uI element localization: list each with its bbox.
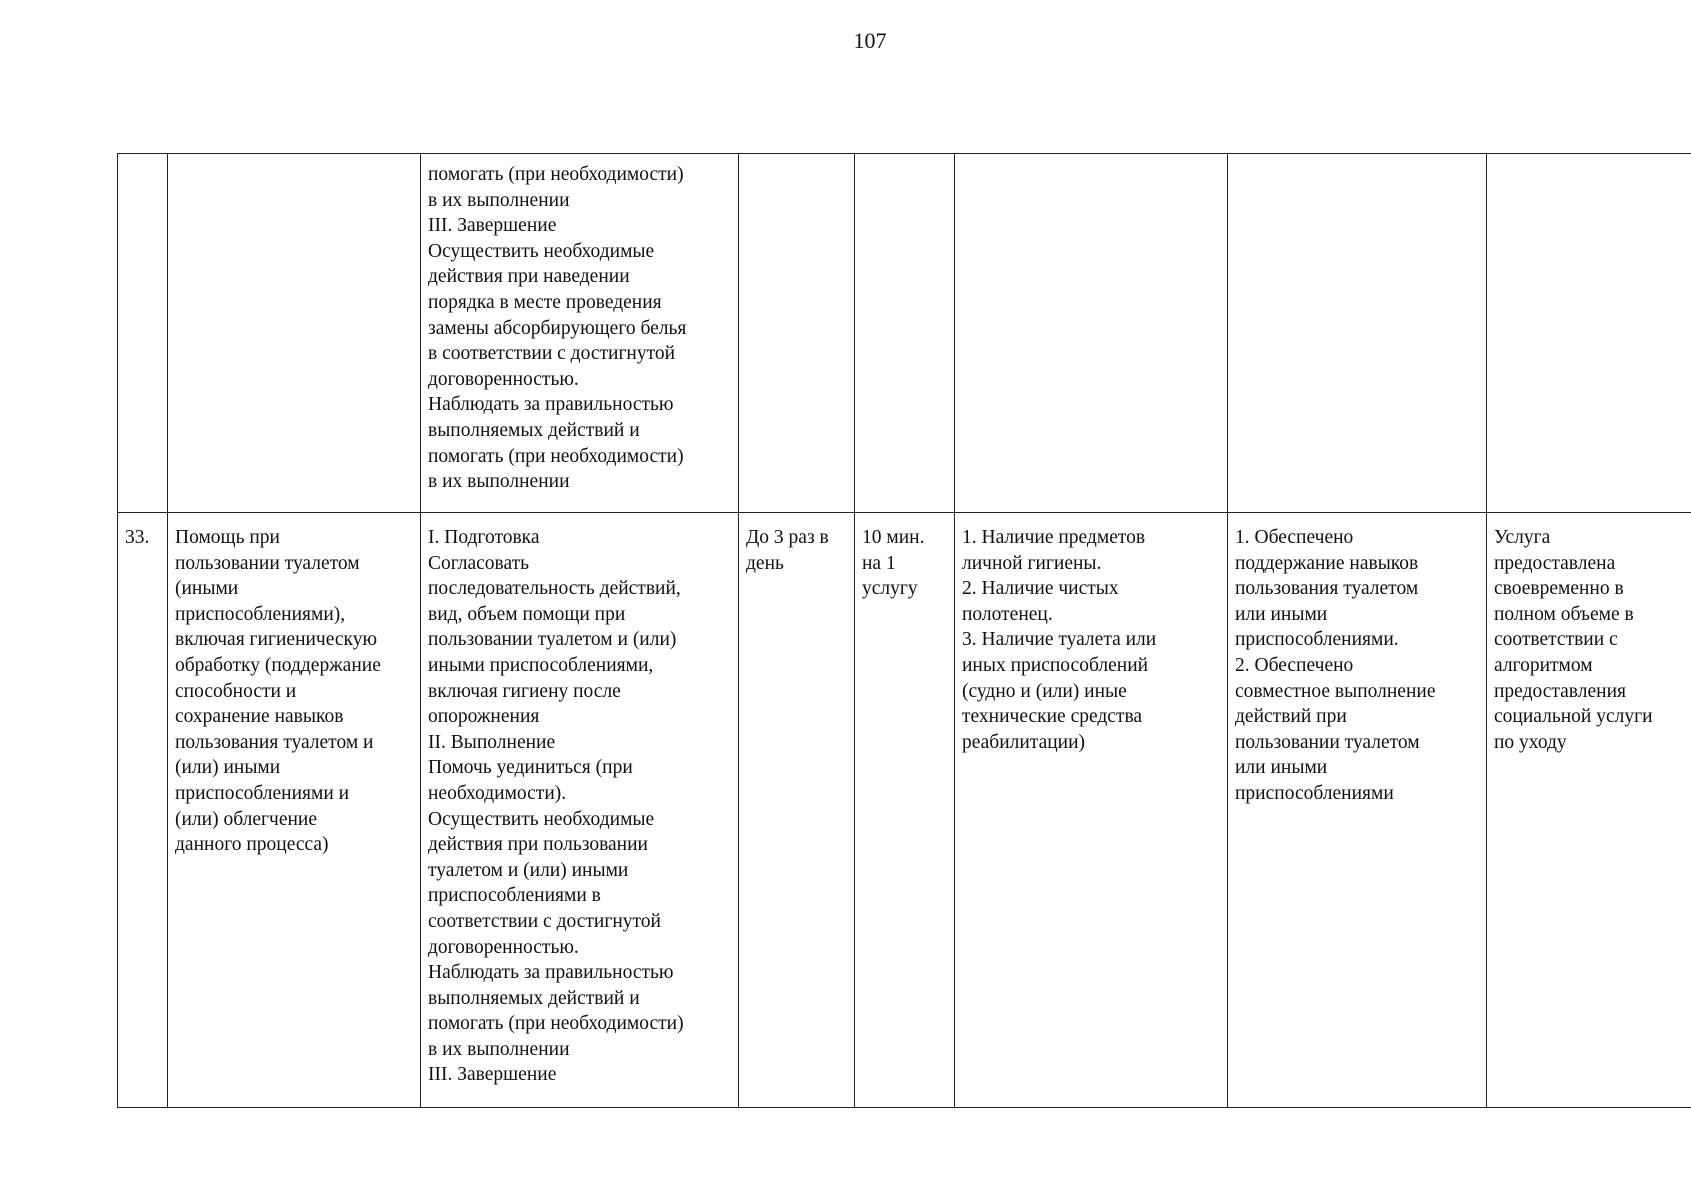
page-number: 107 — [853, 28, 887, 53]
cell-procedure: помогать (при необходимости) в их выполнении III. Завершение Осуществить необходимые действия при наведении порядка в месте проведения замены абсорбирующего белья в соответствии с достигнутой договоренностью. Наблюдать за правильностью выполняемых действий и помогать (при необходимости) в их выполнении — [421, 154, 739, 513]
cell-service-name — [168, 154, 421, 513]
cell-procedure: I. Подготовка Согласовать последовательность действий, вид, объем помощи при пользовании туалетом и (или) иными приспособлениями, включая гигиену после опорожнения II. Выполнение Помочь уединиться (при необходимости). Осуществить необходимые действия при пользовании туалетом и (или) иными приспособлениями в соответствии с достигнутой договоренностью. Наблюдать за правильностью выполняемых действий и помогать (при необходимости) в их выполнении III. Завершение — [421, 513, 739, 1108]
cell-outcomes: 1. Обеспечено поддержание навыков пользования туалетом или иными приспособлениями. 2. Обеспечено совместное выполнение действий при пользовании туалетом или иными приспособлениями — [1228, 513, 1487, 1108]
cell-outcomes — [1228, 154, 1487, 513]
cell-quality: Услуга предоставлена своевременно в полном объеме в соответствии с алгоритмом предоставления социальной услуги по уходу — [1487, 513, 1691, 1108]
cell-duration: 10 мин. на 1 услугу — [855, 513, 955, 1108]
cell-number: 33. — [118, 513, 168, 1108]
cell-conditions: 1. Наличие предметов личной гигиены. 2. Наличие чистых полотенец. 3. Наличие туалета или иных приспособлений (судно и (или) иные технические средства реабилитации) — [955, 513, 1228, 1108]
cell-number — [118, 154, 168, 513]
cell-duration — [855, 154, 955, 513]
cell-service-name: Помощь при пользовании туалетом (иными приспособлениями), включая гигиеническую обработку (поддержание способности и сохранение навыков пользования туалетом и (или) иными приспособлениями и (или) облегчение данного процесса) — [168, 513, 421, 1108]
cell-frequency: До 3 раз в день — [739, 513, 855, 1108]
cell-conditions — [955, 154, 1228, 513]
table-row-33 — [118, 513, 1691, 1108]
cell-frequency — [739, 154, 855, 513]
table-row-continued — [118, 154, 1691, 513]
service-standards-table — [117, 153, 1691, 1108]
cell-quality — [1487, 154, 1691, 513]
